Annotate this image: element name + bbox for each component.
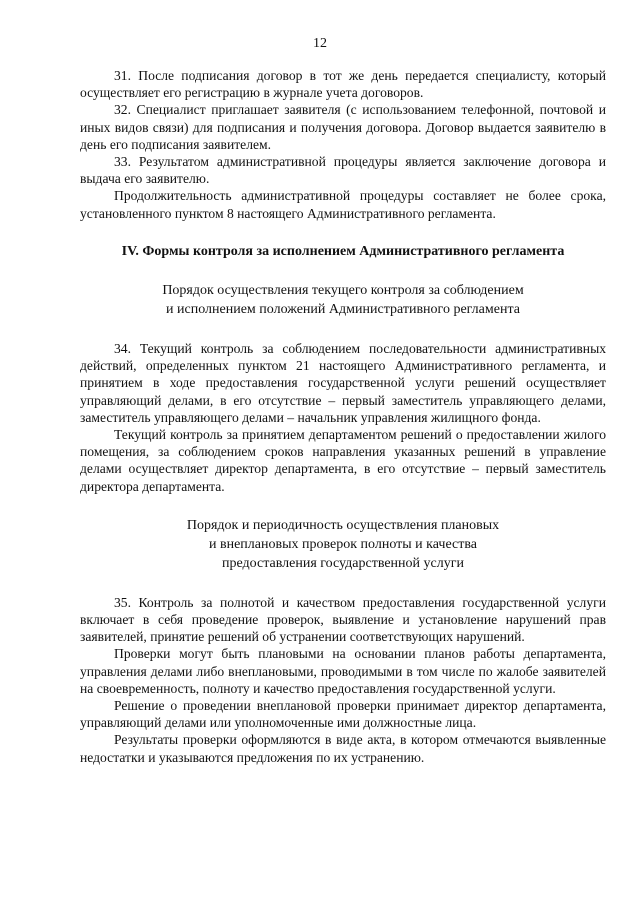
paragraph-unscheduled-decision: Решение о проведении внеплановой проверки принимает директор департамента, управляющий делами или уполномоченные ими должностные лица. xyxy=(80,698,606,731)
paragraph-current-control-department: Текущий контроль за принятием департаментом решений о предоставлении жилого помещения, за соблюдением сроков направления указанных решений в управление делами осуществляет директор департамента, в его отсутствие – первый заместитель директора департамента. xyxy=(80,427,606,494)
subheading-inspections-line-2: и внеплановых проверок полноты и качества xyxy=(209,536,477,552)
paragraph-35: 35. Контроль за полнотой и качеством предоставления государственной услуги включает в себя проведение проверок, выявление и установление нарушений прав заявителей, принятие решений об устранении соответствующих нарушений. xyxy=(80,594,606,645)
paragraph-inspection-results: Результаты проверки оформляются в виде акта, в котором отмечаются выявленные недостатки и указываются предложения по их устранению. xyxy=(80,732,606,765)
paragraph-34: 34. Текущий контроль за соблюдением последовательности административных действий, определенных пунктом 21 настоящего Административного регламента, и принятием в ходе предоставления государственной услуги решений осуществляет управляющий делами, в его отсутствие – первый заместитель управляющего делами, заместитель управляющего делами – начальник управления жилищного фонда. xyxy=(80,341,606,425)
page-number: 12 xyxy=(313,36,327,51)
subheading-inspections-line-1: Порядок и периодичность осуществления плановых xyxy=(186,517,500,533)
section-heading: IV. Формы контроля за исполнением Административного регламента xyxy=(121,243,565,259)
paragraph-duration: Продолжительность административной процедуры составляет не более срока, установленного пунктом 8 настоящего Административного регламента. xyxy=(80,188,606,221)
paragraph-31: 31. После подписания договор в тот же день передается специалисту, который осуществляет его регистрацию в журнале учета договоров. xyxy=(80,68,606,101)
paragraph-33: 33. Результатом административной процедуры является заключение договора и выдача его заявителю. xyxy=(80,154,606,187)
subheading-inspections-line-3: предоставления государственной услуги xyxy=(222,555,464,571)
paragraph-32: 32. Специалист приглашает заявителя (с использованием телефонной, почтовой и иных видов связи) для подписания и получения договора. Договор выдается заявителю в день его подписания заявителем. xyxy=(80,102,606,152)
subheading-current-control-line-2: и исполнением положений Административного регламента xyxy=(166,302,520,318)
paragraph-inspections-types: Проверки могут быть плановыми на основании планов работы департамента, управления делами либо внеплановыми, проводимыми в том числе по жалобе заявителей на своевременность, полноту и качество предоставления государственной услуги. xyxy=(80,646,606,696)
subheading-current-control-line-1: Порядок осуществления текущего контроля за соблюдением xyxy=(162,283,524,299)
document-body xyxy=(80,67,606,766)
